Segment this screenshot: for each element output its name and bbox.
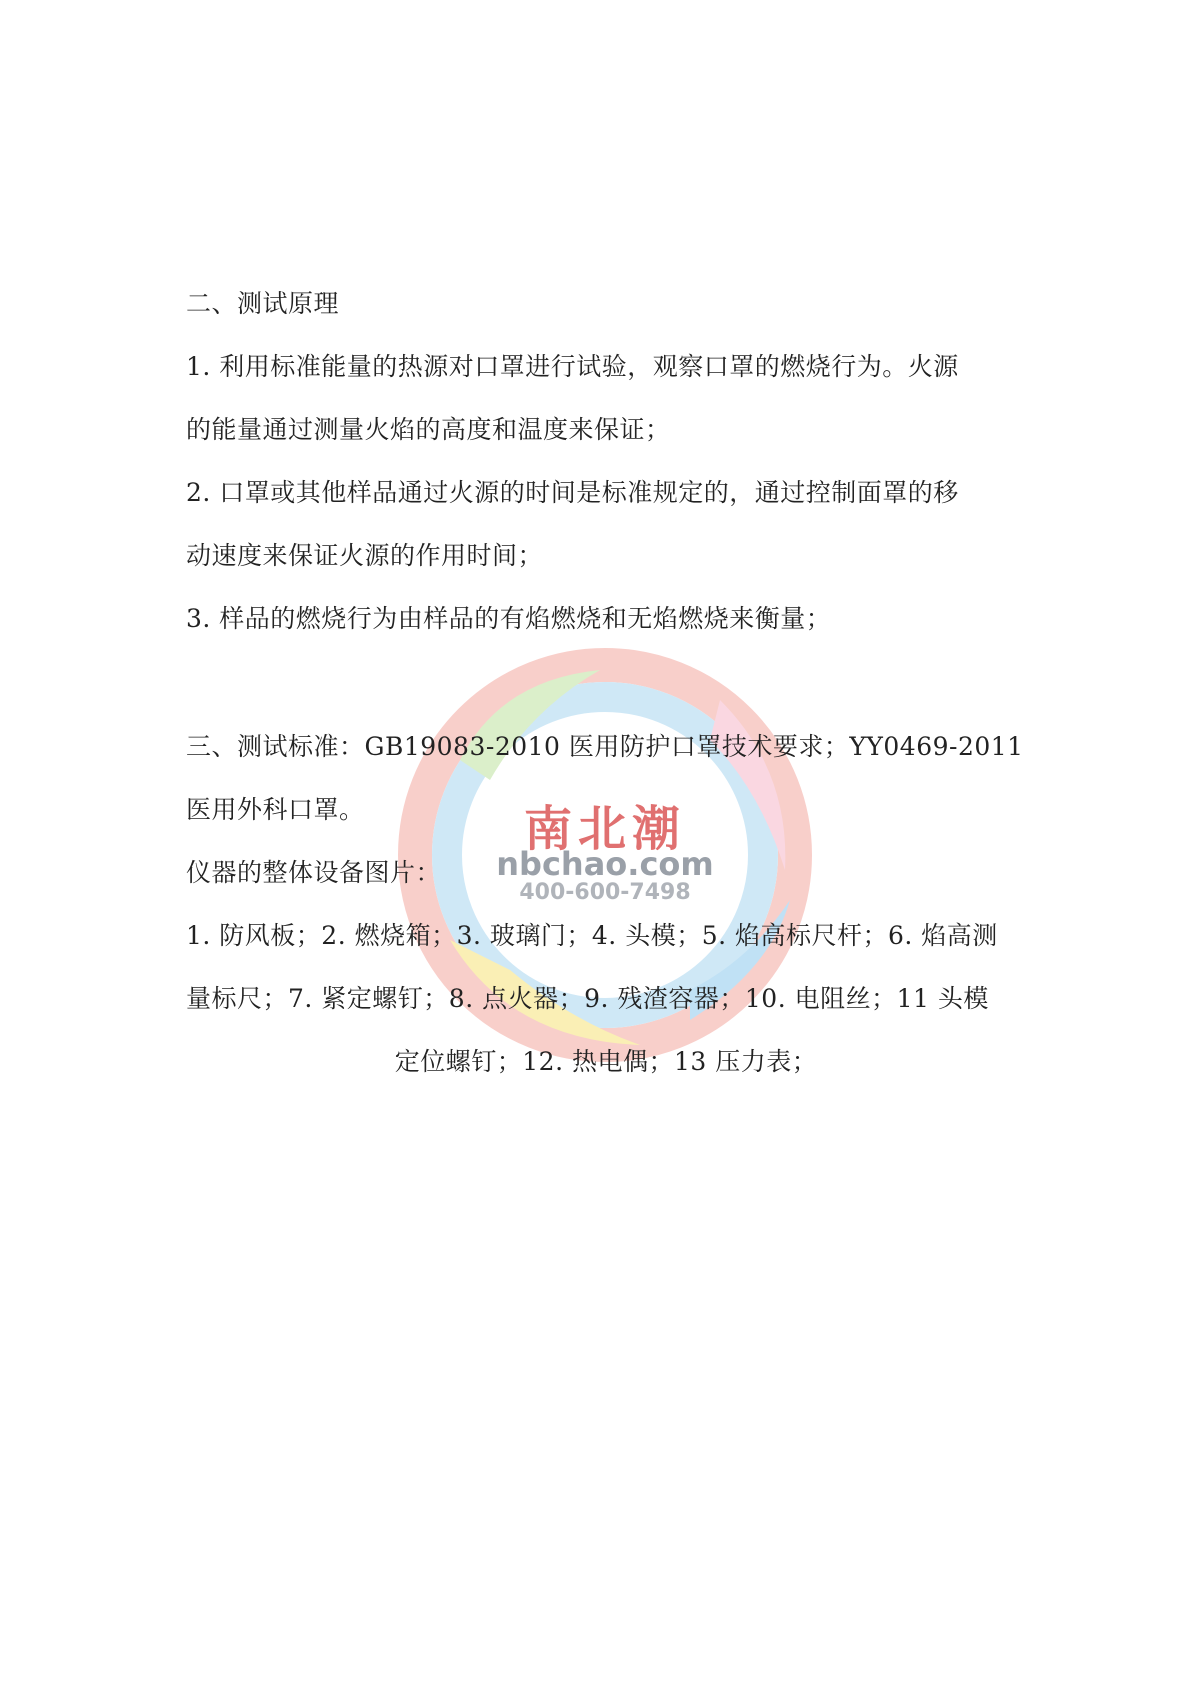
- principle-item-3: 3. 样品的燃烧行为由样品的有焰燃烧和无焰燃烧来衡量；: [186, 604, 832, 633]
- principle-item-2-line-2: 动速度来保证火源的作用时间；: [186, 541, 544, 570]
- section-heading-test-standard: 三、测试标准：GB19083-2010 医用防护口罩技术要求；YY0469-2011: [186, 732, 1024, 761]
- parts-list-line-2: 量标尺；7. 紧定螺钉；8. 点火器；9. 残渣容器；10. 电阻丝；11 头模: [186, 984, 989, 1013]
- parts-list-line-1: 1. 防风板；2. 燃烧箱；3. 玻璃门；4. 头模；5. 焰高标尺杆；6. 焰高测: [186, 921, 998, 950]
- watermark-domain: nbchao.com: [496, 845, 714, 883]
- principle-item-1-line-2: 的能量通过测量火焰的高度和温度来保证；: [186, 415, 671, 444]
- principle-item-2-line-1: 2. 口罩或其他样品通过火源的时间是标准规定的，通过控制面罩的移: [186, 478, 959, 507]
- principle-item-1-line-1: 1. 利用标准能量的热源对口罩进行试验，观察口罩的燃烧行为。火源: [186, 352, 959, 381]
- watermark-brand: 南北潮: [523, 801, 686, 857]
- equipment-picture-caption: 仪器的整体设备图片：: [186, 858, 442, 887]
- parts-list-line-3: 定位螺钉；12. 热电偶；13 压力表；: [394, 1047, 818, 1076]
- test-standard-line-2: 医用外科口罩。: [186, 795, 365, 824]
- section-heading-test-principle: 二、测试原理: [186, 289, 340, 318]
- watermark-phone: 400-600-7498: [519, 880, 691, 905]
